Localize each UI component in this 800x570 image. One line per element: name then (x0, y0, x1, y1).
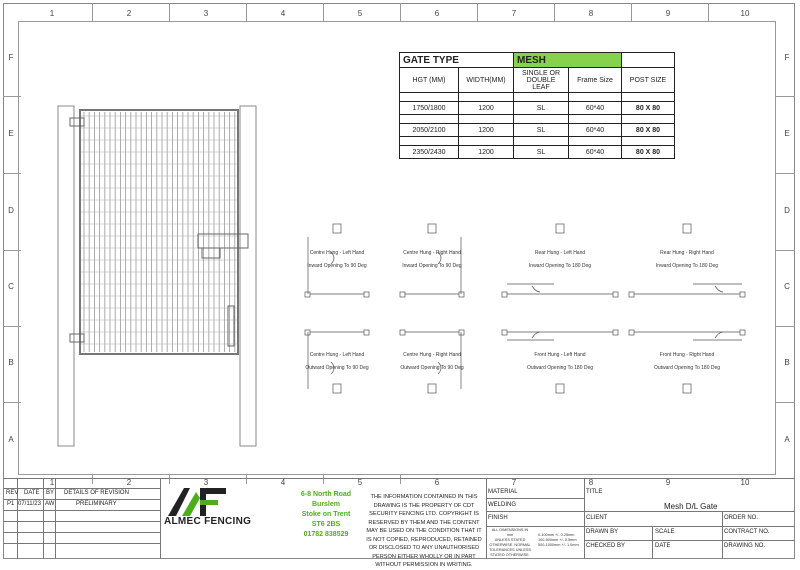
company-address: 6-8 North Road Burslem Stoke on Trent ST6 2BS 01782 838529 (300, 491, 352, 538)
scale-label: SCALE (655, 529, 675, 535)
plan-view-label: Front Hung - Left Hand Outward Opening To 180 Deg (526, 352, 594, 371)
row-tick: D (8, 206, 14, 215)
top-hinge (70, 118, 84, 126)
header-post-size: POST SIZE (622, 68, 675, 93)
column-tick: 10 (740, 9, 750, 18)
drawn-by-label: DRAWN BY (586, 529, 619, 535)
client-label: CLIENT (586, 515, 608, 521)
gate-type-value: MESH (514, 53, 622, 68)
dimensions-note: ALL DIMENSIONS IN mm UNLESS STATED OTHERWISE. NORMAL TOLERANCES UNLESS STATED OTHERWISE. (489, 528, 531, 557)
header-height: HGT (MM) (400, 68, 459, 93)
mesh-infill (81, 112, 237, 352)
column-tick: 9 (665, 9, 671, 18)
row-tick: E (8, 129, 14, 138)
column-tick: 6 (434, 9, 440, 18)
column-tick: 3 (203, 9, 209, 18)
by-header: BY (46, 490, 55, 496)
table-row: 2050/2100 1200 SL 60*40 80 X 80 (400, 124, 675, 137)
by-value: AW (45, 501, 55, 507)
plan-view-label: Centre Hung - Left Hand Inward Opening To 90 Deg (307, 250, 367, 269)
column-tick: 7 (511, 9, 517, 18)
title-label: TITLE (586, 489, 603, 495)
gate-elevation-drawing (50, 96, 265, 451)
row-tick: A (784, 435, 790, 444)
row-tick: F (8, 53, 14, 62)
column-tick: 5 (357, 9, 363, 18)
plan-view-label: Front Hung - Right Hand Outward Opening To 180 Deg (653, 352, 721, 371)
latch-keep (202, 248, 220, 258)
row-tick: A (8, 435, 14, 444)
finish-label: FINISH (488, 515, 508, 521)
date-label: DATE (655, 543, 671, 549)
drawing-no-label: DRAWING NO. (724, 543, 766, 549)
row-tick: B (784, 358, 790, 367)
column-tick: 3 (203, 478, 209, 487)
header-frame-size: Frame Size (569, 68, 622, 93)
column-tick: 8 (588, 478, 594, 487)
gate-spec-table (399, 52, 675, 159)
column-tick: 1 (49, 9, 55, 18)
hinge-post (58, 106, 74, 446)
copyright-notice: THE INFORMATION CONTAINED IN THIS DRAWING IS THE PROPERTY OF CDT SECURITY FENCING LTD. COPYRIGHT IS RESERVED BY THEM AND THE CONTENT MAY BE USED ON THE CONDITION THAT IT IS NOT COPIED, REPRODUCED, RETAINED OR DISCLOSED TO ANY UNAUTHORISED PERSON EITHER WHOLLY OR IN PART WITHOUT PERMISSION IN WRITING. (366, 494, 482, 568)
row-tick: F (784, 53, 790, 62)
plan-view-label: Centre Hung - Right Hand Outward Opening To 90 Deg (400, 352, 464, 371)
plan-view-label: Rear Hung - Left Hand Inward Opening To 180 Deg (528, 250, 592, 269)
table-row: 1750/1800 1200 SL 60*40 80 X 80 (400, 102, 675, 115)
date-value: 07/11/23 (18, 501, 41, 507)
column-tick: 1 (49, 478, 55, 487)
order-label: ORDER NO. (724, 515, 759, 521)
column-tick: 6 (434, 478, 440, 487)
column-tick: 2 (126, 478, 132, 487)
details-header: DETAILS OF REVISION (64, 490, 129, 496)
column-tick: 5 (357, 478, 363, 487)
rev-header: REV (6, 490, 19, 496)
row-tick: D (784, 206, 790, 215)
row-tick: C (8, 282, 14, 291)
column-tick: 8 (588, 9, 594, 18)
latch-post (240, 106, 256, 446)
table-row: 2350/2430 1200 SL 60*40 80 X 80 (400, 146, 675, 159)
header-leaf: SINGLE OR DOUBLE LEAF (514, 68, 569, 93)
drop-bolt (228, 306, 234, 346)
rev-value: P1 (7, 501, 15, 507)
row-tick: C (784, 282, 790, 291)
bottom-hinge (70, 334, 84, 342)
column-tick: 4 (280, 9, 286, 18)
row-tick: E (784, 129, 790, 138)
header-width: WIDTH(MM) (459, 68, 514, 93)
material-label: MATERIAL (488, 489, 518, 495)
column-tick: 10 (740, 478, 750, 487)
column-tick: 2 (126, 9, 132, 18)
almec-logo (166, 486, 236, 518)
column-tick: 4 (280, 478, 286, 487)
details-value: PRELIMINARY (76, 501, 117, 507)
row-tick: B (8, 358, 14, 367)
welding-label: WELDING (488, 502, 517, 508)
plan-view-label: Centre Hung - Right Hand Inward Opening To 90 Deg (402, 250, 462, 269)
checked-by-label: CHECKED BY (586, 543, 626, 549)
contract-label: CONTRACT NO. (724, 529, 770, 535)
plan-view-label: Centre Hung - Left Hand Outward Opening To 90 Deg (305, 352, 369, 371)
gate-type-label: GATE TYPE (400, 53, 514, 68)
column-tick: 9 (665, 478, 671, 487)
plan-view-label: Rear Hung - Right Hand Inward Opening To 180 Deg (655, 250, 719, 269)
drawing-title: Mesh D/L Gate (664, 502, 718, 511)
tolerances-note: 0-100mm +/- 0.25mm 100-500mm +/- 0.5mm 500-1000mm +/- 1.0mm (538, 533, 579, 547)
company-name: ALMEC FENCING (164, 516, 252, 527)
date-header: DATE (24, 490, 40, 496)
column-tick: 7 (511, 478, 517, 487)
